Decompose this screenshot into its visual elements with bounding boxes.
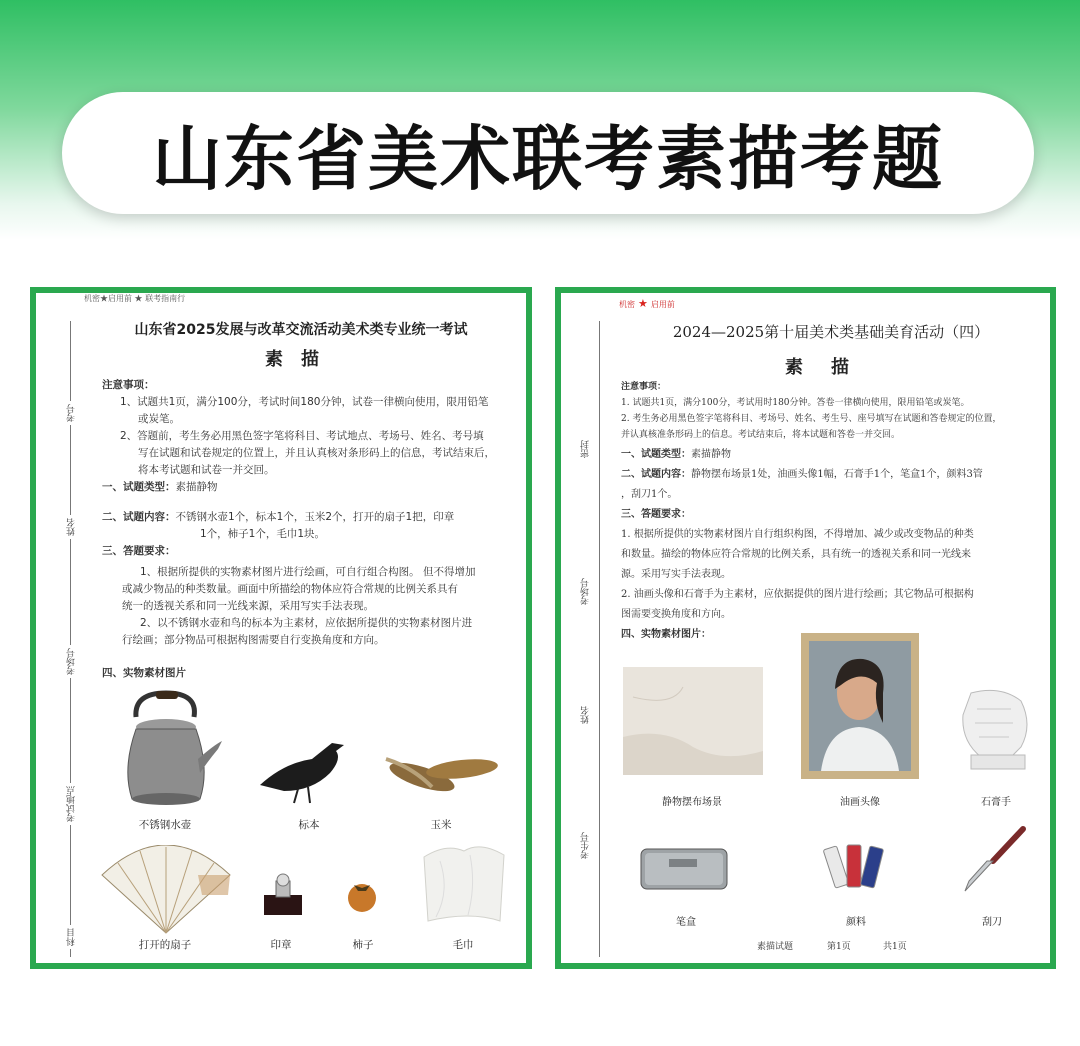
exam-subject: 素描	[265, 349, 337, 370]
title-pill	[62, 92, 1034, 214]
towel-image	[420, 841, 510, 925]
section-2-heading: 二、试题内容：	[621, 469, 691, 480]
palette-knife-image	[959, 825, 1029, 895]
section-2-text: 静物摆布场景1处，油画头像1幅，石膏手1个，笔盒1个，颜料3管	[691, 469, 983, 480]
section-3	[102, 543, 512, 649]
notice-heading: 注意事项：	[621, 382, 667, 392]
secret-mark: 机密★启用前 ★ 联考指南行	[84, 294, 186, 303]
item-caption: 石膏手	[981, 797, 1011, 808]
footer-page: 第1页	[268, 964, 292, 969]
notice-line: 1. 试题共1页，满分100分，考试用时180分钟。答卷一律横向使用，限用铅笔或炭笔。	[621, 398, 970, 408]
section-2-text-cont: ，刮刀1个。	[621, 489, 678, 500]
kettle-image	[114, 689, 226, 811]
item-caption: 颜料	[846, 917, 866, 928]
binding-line	[599, 321, 600, 957]
item-caption: 不锈钢水壶	[138, 819, 192, 831]
section-4-heading: 四、实物素材图片	[102, 667, 186, 679]
notice-line: 或炭笔。	[138, 413, 180, 425]
section-1	[102, 479, 502, 496]
item-caption: 标本	[298, 819, 320, 831]
notice-block	[102, 377, 502, 479]
footer-total: 共1页	[346, 964, 370, 969]
secret-tail: 启用前	[650, 300, 675, 309]
item-caption: 静物摆布场景	[662, 797, 722, 808]
item-caption: 笔盒	[676, 917, 696, 928]
section-3-line: 行绘画；部分物品可根据构图需要自行变换角度和方向。	[122, 634, 385, 646]
section-3-line: 2. 油画头像和石膏手为主素材，应依据提供的图片进行绘画；其它物品可根据构	[621, 589, 974, 600]
section-3-line: 图需要变换角度和方向。	[621, 609, 731, 620]
crow-specimen-image	[254, 733, 354, 805]
item-caption: 玉米	[430, 819, 452, 831]
item-caption: 柿子	[352, 939, 374, 951]
oil-portrait-image	[801, 633, 919, 779]
side-label-seal: 密封	[581, 440, 591, 458]
section-3	[621, 505, 1051, 625]
secret-mark	[619, 297, 675, 310]
item-caption: 打开的扇子	[138, 939, 192, 951]
side-label-name: 姓名	[65, 515, 78, 539]
persimmon-image	[344, 879, 380, 913]
section-1-text: 素描静物	[175, 481, 218, 493]
still-life-cloth-image	[623, 667, 763, 775]
side-label-room: 考场号	[65, 645, 78, 678]
left-exam-sheet	[30, 287, 532, 969]
side-label-candidate: 考生号	[581, 832, 591, 859]
notice-line: 2、答题前，考生务必用黑色签字笔将科目、考试地点、考场号、姓名、考号填	[120, 430, 484, 442]
plaster-hand-image	[951, 685, 1041, 775]
notice-block	[621, 379, 1051, 443]
exam-title: 山东省2025发展与改革交流活动美术类专业统一考试	[134, 322, 468, 338]
item-caption: 油画头像	[840, 797, 880, 808]
side-label-subject: 科目	[65, 925, 78, 949]
section-1	[621, 445, 1051, 465]
section-2-heading: 二、试题内容：	[102, 511, 176, 523]
open-fan-image	[98, 845, 234, 937]
section-1-heading: 一、试题类型：	[621, 449, 691, 460]
item-caption: 毛巾	[452, 939, 474, 951]
section-2	[621, 465, 1051, 505]
item-caption: 印章	[270, 939, 292, 951]
side-label-location: 考试地点	[65, 783, 78, 825]
pencil-case-image	[639, 843, 731, 893]
section-2-text: 不锈钢水壶1个，标本1个，玉米2个，打开的扇子1把，印章	[175, 511, 455, 523]
side-label-room: 考场号	[581, 578, 591, 605]
page-title: 山东省美术联考素描考题	[152, 117, 944, 200]
secret-text: 机密	[619, 300, 635, 309]
section-3-heading: 三、答题要求：	[621, 509, 691, 520]
notice-line: 并认真核准条形码上的信息。考试结束后，将本试题和答卷一并交回。	[621, 430, 901, 440]
footer-subject: 美术试题	[186, 964, 223, 969]
section-2-text-cont: 1个，柿子1个，毛巾1块。	[200, 528, 326, 540]
section-1-heading: 一、试题类型：	[102, 481, 176, 493]
section-3-line: 1、根据所提供的实物素材图片进行绘画，可自行组合构图。 但不得增加	[140, 566, 476, 578]
section-3-heading: 三、答题要求：	[102, 545, 176, 557]
paint-tubes-image	[821, 841, 893, 893]
footer-page: 第1页	[827, 942, 851, 952]
section-4-heading: 四、实物素材图片：	[621, 629, 711, 640]
notice-line: 将本考试题和试卷一并交回。	[138, 464, 275, 476]
section-1-text: 素描静物	[691, 449, 731, 460]
section-3-line: 源。采用写实手法表现。	[621, 569, 731, 580]
section-2	[102, 509, 512, 543]
side-label-name: 姓名	[581, 706, 591, 724]
stamp-image	[258, 873, 308, 919]
footer-total: 共1页	[883, 942, 907, 952]
exam-title: 2024—2025第十届美术类基础美育活动（四）	[672, 323, 990, 341]
section-3-line: 2、以不锈钢水壶和鸟的标本为主素材，应依据所提供的实物素材图片进	[140, 617, 473, 629]
section-3-line: 和数量。描绘的物体应符合常规的比例关系，具有统一的透视关系和同一光线来	[621, 549, 971, 560]
red-star-icon: ★	[638, 297, 648, 310]
corn-image	[382, 753, 500, 803]
notice-heading: 注意事项：	[102, 379, 155, 391]
right-exam-sheet	[555, 287, 1056, 969]
section-3-line: 统一的透视关系和同一光线来源，采用写实手法表现。	[122, 600, 374, 612]
section-3-line: 1. 根据所提供的实物素材图片自行组织构图，不得增加、减少或改变物品的种类	[621, 529, 974, 540]
item-caption: 刮刀	[982, 917, 1002, 928]
section-3-line: 或减少物品的种类数量。画面中所描绘的物体应符合常规的比例关系具有	[122, 583, 458, 595]
notice-line: 写在试题和试卷规定的位置上，并且认真核对条形码上的信息，考试结束后，	[138, 447, 495, 459]
notice-line: 1、试题共1页，满分100分，考试时间180分钟，试卷一律横向使用，限用铅笔	[120, 396, 489, 408]
footer-subject: 素描试题	[757, 942, 794, 952]
side-label-exam-number: 考号	[65, 401, 78, 425]
notice-line: 2. 考生务必用黑色签字笔将科目、考场号、姓名、考生号、座号填写在试题和答卷规定的位置，	[621, 414, 1002, 424]
exam-subject: 素描	[785, 357, 877, 378]
